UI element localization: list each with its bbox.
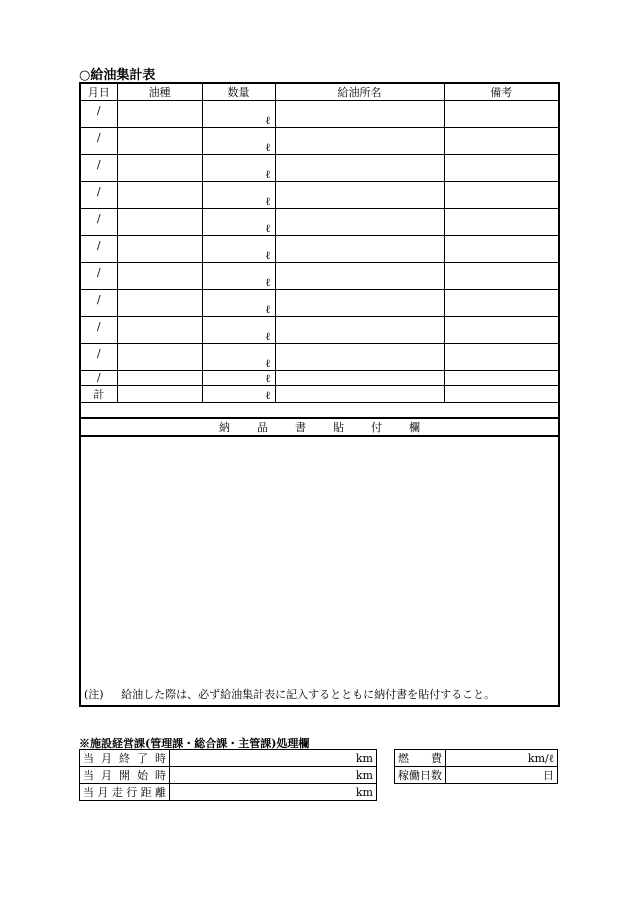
quantity-cell[interactable]: ℓ [202, 101, 275, 128]
operating-days-value[interactable]: 日 [446, 767, 558, 784]
processing-section-title: ※施設経営課(管理課・総合課・主管課)処理欄 [79, 737, 310, 750]
remarks-cell[interactable] [444, 317, 559, 344]
remarks-cell[interactable] [444, 371, 559, 386]
station-cell[interactable] [275, 317, 444, 344]
note-tag: (注) [84, 688, 104, 701]
station-cell[interactable] [275, 155, 444, 182]
note [84, 686, 495, 702]
quantity-cell[interactable]: ℓ [202, 155, 275, 182]
fuel-efficiency-label: 燃費 [395, 750, 446, 767]
date-cell[interactable]: / [80, 263, 117, 290]
table-row [80, 344, 559, 371]
stamp-area-row [80, 436, 559, 706]
date-cell[interactable]: / [80, 317, 117, 344]
stamp-header-row [80, 418, 559, 436]
total-fuel-type-cell[interactable] [117, 386, 202, 403]
fuel-summary-table [79, 82, 560, 707]
table-row [80, 263, 559, 290]
date-cell[interactable]: / [80, 209, 117, 236]
stamp-area[interactable] [80, 436, 559, 706]
note-text: 給油した際は、必ず給油集計表に記入するとともに納付書を貼付すること。 [121, 688, 496, 701]
fuel-type-cell[interactable] [117, 290, 202, 317]
start-of-month-label: 当月開始時 [80, 767, 170, 784]
remarks-cell[interactable] [444, 182, 559, 209]
station-cell[interactable] [275, 344, 444, 371]
fuel-efficiency-value[interactable]: km/ℓ [446, 750, 558, 767]
end-of-month-label: 当月終了時 [80, 750, 170, 767]
total-label: 計 [80, 386, 117, 403]
remarks-cell[interactable] [444, 263, 559, 290]
quantity-cell[interactable]: ℓ [202, 236, 275, 263]
date-cell[interactable]: / [80, 290, 117, 317]
table-row [80, 101, 559, 128]
remarks-cell[interactable] [444, 344, 559, 371]
table-row [80, 317, 559, 344]
table-row [80, 128, 559, 155]
quantity-cell[interactable]: ℓ [202, 263, 275, 290]
table-row [80, 290, 559, 317]
distance-row [80, 784, 377, 801]
fuel-type-cell[interactable] [117, 155, 202, 182]
operating-days-label: 稼働日数 [395, 767, 446, 784]
fuel-type-cell[interactable] [117, 209, 202, 236]
distance-row [80, 767, 377, 784]
date-cell[interactable]: / [80, 182, 117, 209]
header-station-name: 給油所名 [275, 83, 444, 101]
date-cell[interactable]: / [80, 155, 117, 182]
remarks-cell[interactable] [444, 209, 559, 236]
date-cell[interactable]: / [80, 236, 117, 263]
end-of-month-value[interactable]: km [170, 750, 377, 767]
quantity-cell[interactable]: ℓ [202, 290, 275, 317]
date-cell[interactable]: / [80, 101, 117, 128]
monthly-distance-value[interactable]: km [170, 784, 377, 801]
quantity-cell[interactable]: ℓ [202, 344, 275, 371]
spacer-row [80, 403, 559, 419]
quantity-cell[interactable]: ℓ [202, 182, 275, 209]
table-row [80, 371, 559, 386]
remarks-cell[interactable] [444, 155, 559, 182]
table-header-row [80, 83, 559, 101]
quantity-cell[interactable]: ℓ [202, 317, 275, 344]
fuel-type-cell[interactable] [117, 128, 202, 155]
fuel-type-cell[interactable] [117, 317, 202, 344]
distance-row [80, 750, 377, 767]
station-cell[interactable] [275, 290, 444, 317]
fuel-type-cell[interactable] [117, 263, 202, 290]
table-row [80, 155, 559, 182]
table-row [80, 209, 559, 236]
header-quantity: 数量 [202, 83, 275, 101]
page-title: ○給油集計表 [79, 68, 156, 83]
table-row [80, 236, 559, 263]
fuel-type-cell[interactable] [117, 344, 202, 371]
quantity-cell[interactable]: ℓ [202, 128, 275, 155]
station-cell[interactable] [275, 128, 444, 155]
total-station-cell[interactable] [275, 386, 444, 403]
header-fuel-type: 油種 [117, 83, 202, 101]
efficiency-row [395, 767, 558, 784]
efficiency-row [395, 750, 558, 767]
station-cell[interactable] [275, 101, 444, 128]
header-date: 月日 [80, 83, 117, 101]
fuel-type-cell[interactable] [117, 371, 202, 386]
fuel-type-cell[interactable] [117, 182, 202, 209]
station-cell[interactable] [275, 263, 444, 290]
date-cell[interactable]: / [80, 371, 117, 386]
remarks-cell[interactable] [444, 128, 559, 155]
distance-table [79, 749, 377, 801]
monthly-distance-label: 当月走行距離 [80, 784, 170, 801]
date-cell[interactable]: / [80, 128, 117, 155]
total-remarks-cell[interactable] [444, 386, 559, 403]
station-cell[interactable] [275, 371, 444, 386]
start-of-month-value[interactable]: km [170, 767, 377, 784]
station-cell[interactable] [275, 182, 444, 209]
fuel-type-cell[interactable] [117, 101, 202, 128]
station-cell[interactable] [275, 236, 444, 263]
efficiency-table [394, 749, 558, 784]
remarks-cell[interactable] [444, 236, 559, 263]
remarks-cell[interactable] [444, 101, 559, 128]
total-quantity-cell[interactable]: ℓ [202, 386, 275, 403]
station-cell[interactable] [275, 209, 444, 236]
header-remarks: 備考 [444, 83, 559, 101]
quantity-cell[interactable]: ℓ [202, 209, 275, 236]
fuel-type-cell[interactable] [117, 236, 202, 263]
remarks-cell[interactable] [444, 290, 559, 317]
date-cell[interactable]: / [80, 344, 117, 371]
table-row [80, 182, 559, 209]
stamp-header: 納品書貼付欄 [80, 418, 559, 436]
total-row [80, 386, 559, 403]
quantity-cell[interactable]: ℓ [202, 371, 275, 386]
